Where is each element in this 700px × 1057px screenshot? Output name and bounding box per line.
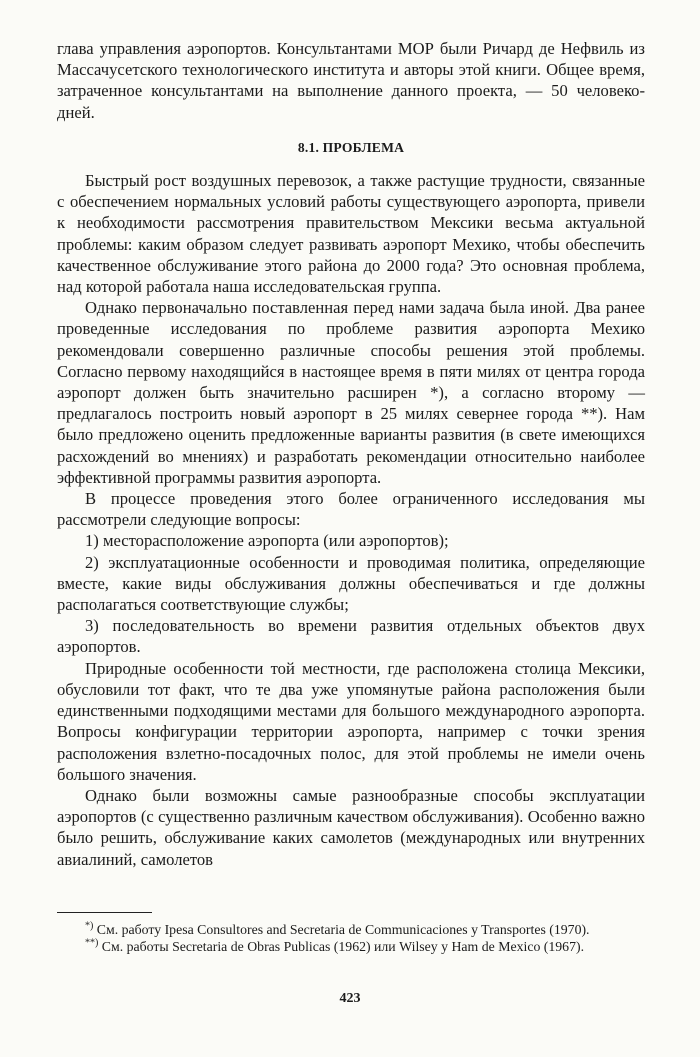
footnote-mark: *) <box>85 920 94 932</box>
list-item-2: 2) эксплуатационные особенности и проводимая политика, определяющие вместе, какие виды обслуживания должны обеспечиваться и где должны располагаться соответствующие службы; <box>57 552 645 615</box>
footnote-mark: **) <box>85 937 99 949</box>
paragraph-3: В процессе проведения этого более ограниченного исследования мы рассмотрели следующие вопросы: <box>57 489 645 530</box>
footnote-1 <box>57 922 645 938</box>
footnote-text: См. работу Ipesa Consultores and Secretaria de Communicaciones y Transportes (1970). <box>96 922 590 937</box>
paragraph-4: Природные особенности той местности, где расположена столица Мексики, обусловили тот факт, что те два уже упомянутые района расположения были единственными подходящими местами для большого международного аэропорта. Вопросы конфигурации территории аэропорта, например с точки зрения расположения взлетно-посадочных полос, для этой проблемы не имели очень большого значения. <box>57 658 645 784</box>
paragraph-1: Быстрый рост воздушных перевозок, а также растущие трудности, связанные с обеспечением нормальных условий работы существующего аэропорта, привели к необходимости рассмотрения правительством Мексики весьма актуальной проблемы: каким образом следует развивать аэропорт Мехико, чтобы обеспечить качественное обслуживание этого района до 2000 года? Это основная проблема, над которой работала наша исследовательская группа. <box>57 171 645 297</box>
section-heading: 8.1. ПРОБЛЕМА <box>297 139 405 155</box>
footnotes <box>57 922 645 957</box>
list-item-3: 3) последовательность во времени развития отдельных объектов двух аэропортов. <box>57 616 645 657</box>
page-number: 423 <box>339 991 361 1006</box>
paragraph-5: Однако были возможны самые разнообразные способы эксплуатации аэропортов (с существенно различным качеством обслуживания). Особенно важно было решить, обслуживание каких самолетов (международных или внутренних авиалиний, самолетов <box>57 785 645 869</box>
intro-paragraph: глава управления аэропортов. Консультантами МОР были Ричард де Нефвиль из Массачусетского технологического института и авторы этой книги. Общее время, затраченное консультантами на выполнение данного проекта, — 50 человеко-дней. <box>57 39 645 122</box>
footnote-divider <box>57 912 152 913</box>
list-item-1: 1) месторасположение аэропорта (или аэропортов); <box>85 531 449 551</box>
footnote-2 <box>57 939 645 955</box>
paragraph-2: Однако первоначально поставленная перед нами задача была иной. Два ранее проведенные исследования по проблеме развития аэропорта Мехико рекомендовали совершенно различные способы решения этой проблемы. Согласно первому находящийся в настоящее время в пяти милях от центра города аэропорт должен быть значительно расширен *), а согласно второму — предлагалось построить новый аэропорт в 25 милях севернее города **). Нам было предложено оценить предложенные варианты развития (в свете имеющихся расхождений во мнениях) и разработать рекомендации относительно наиболее эффективной программы развития аэропорта. <box>57 298 645 487</box>
footnote-text: См. работы Secretaria de Obras Publicas (1962) или Wilsey y Ham de Mexico (1967). <box>101 939 585 955</box>
main-text <box>57 38 645 870</box>
